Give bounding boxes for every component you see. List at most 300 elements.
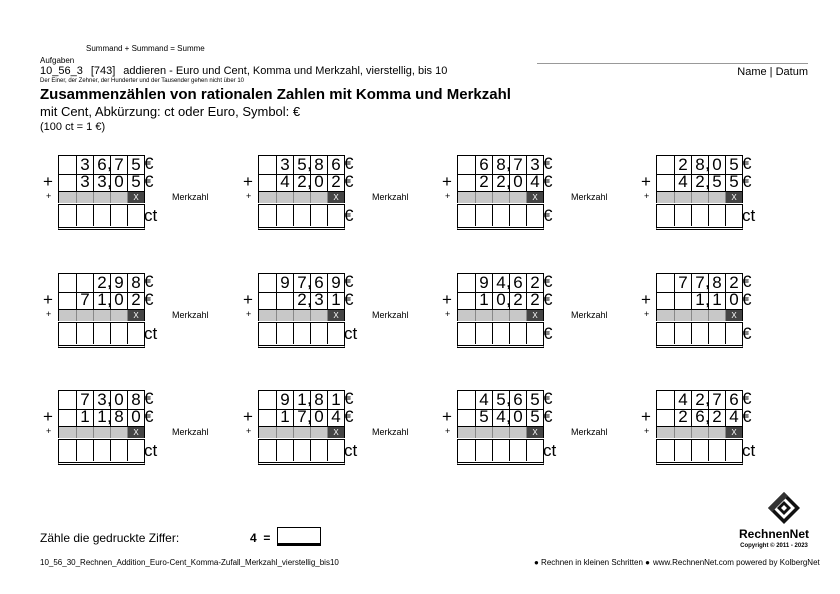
carry-plus-sign: + (644, 309, 650, 319)
result-unit: € (742, 324, 752, 343)
carry-cell[interactable] (691, 192, 708, 203)
digit-cell: 6 (327, 156, 344, 174)
digit-cell: 2 (475, 173, 492, 191)
digit-cell[interactable] (458, 205, 475, 226)
carry-cell[interactable] (458, 310, 475, 321)
plus-sign: + (641, 172, 651, 191)
digit-cell: 2 (691, 173, 708, 191)
result-row[interactable] (258, 439, 345, 465)
merkzahl-row[interactable] (656, 310, 743, 321)
merkzahl-label: Merkzahl (571, 427, 608, 437)
digit-cell[interactable] (76, 205, 93, 226)
digit-cell: 0 (310, 173, 327, 191)
digit-cell: 5 (708, 173, 725, 191)
digit-cell (458, 291, 475, 309)
comma-separator: , (307, 389, 312, 408)
digit-cell[interactable] (293, 205, 310, 226)
result-unit: ct (144, 324, 158, 343)
comma-separator: , (506, 407, 511, 426)
footer-site: www.RechnenNet.com powered by KolbergNet (653, 558, 820, 567)
result-unit: ct (344, 324, 358, 343)
result-unit: € (344, 206, 354, 225)
plus-sign: + (43, 407, 53, 426)
result-row[interactable] (457, 439, 544, 465)
digit-cell: 5 (725, 173, 742, 191)
digit-cell[interactable] (276, 323, 293, 344)
merkzahl-row[interactable] (457, 310, 544, 321)
digit-cell[interactable] (458, 440, 475, 461)
digit-cell[interactable] (93, 323, 110, 344)
page-title: Zusammenzählen von rationalen Zahlen mit Komma und Merkzahl (40, 86, 511, 103)
carry-cell[interactable] (657, 427, 674, 438)
digit-cell: 5 (492, 391, 509, 409)
summand-2-row (258, 291, 345, 310)
digit-cell: 1 (475, 291, 492, 309)
digit-cell (674, 291, 691, 309)
digit-cell[interactable] (492, 323, 509, 344)
digit-cell[interactable] (327, 323, 344, 344)
digit-cell[interactable] (327, 440, 344, 461)
digit-cell: 5 (475, 408, 492, 426)
digit-cell[interactable] (725, 323, 742, 344)
digit-cell: 6 (509, 391, 526, 409)
digit-cell[interactable] (259, 323, 276, 344)
problem-block (40, 389, 209, 470)
digit-cell[interactable] (725, 205, 742, 226)
problem-block (439, 154, 608, 235)
carry-cell[interactable] (76, 192, 93, 203)
digit-cell: 1 (76, 408, 93, 426)
digit-cell[interactable] (127, 323, 144, 344)
carry-cell[interactable] (691, 427, 708, 438)
merkzahl-row[interactable] (258, 310, 345, 321)
digit-cell: 6 (509, 274, 526, 292)
euro-symbol: € (144, 389, 154, 408)
digit-cell (259, 156, 276, 174)
digit-cell[interactable] (526, 440, 543, 461)
digit-cell[interactable] (492, 205, 509, 226)
carry-cell[interactable] (509, 192, 526, 203)
comma-separator: , (307, 407, 312, 426)
digit-cell[interactable] (691, 440, 708, 461)
carry-cell[interactable] (708, 427, 725, 438)
digit-cell[interactable] (127, 205, 144, 226)
result-unit: ct (742, 206, 756, 225)
digit-cell: 8 (310, 391, 327, 409)
carry-cell[interactable] (509, 310, 526, 321)
digit-cell (657, 408, 674, 426)
carry-cell[interactable] (276, 310, 293, 321)
euro-symbol: € (543, 172, 553, 191)
summand-2-row (656, 173, 743, 192)
formula-label: Summand + Summand = Summe (86, 44, 205, 53)
digit-cell[interactable] (492, 440, 509, 461)
x-mark-cell: X (127, 192, 144, 203)
digit-cell: 2 (691, 391, 708, 409)
digit-cell (259, 274, 276, 292)
digit-cell: 2 (293, 173, 310, 191)
x-mark-cell: X (327, 427, 344, 438)
euro-symbol: € (344, 290, 354, 309)
result-unit: ct (344, 441, 358, 460)
digit-cell[interactable] (674, 205, 691, 226)
digit-cell[interactable] (725, 440, 742, 461)
digit-cell: 7 (293, 408, 310, 426)
digit-cell[interactable] (59, 205, 76, 226)
digit-cell: 1 (327, 291, 344, 309)
digit-cell[interactable] (708, 440, 725, 461)
digit-cell: 7 (76, 391, 93, 409)
summand-2-row (656, 291, 743, 310)
digit-cell[interactable] (76, 323, 93, 344)
digit-cell[interactable] (509, 323, 526, 344)
merkzahl-label: Merkzahl (172, 192, 209, 202)
digit-cell[interactable] (110, 323, 127, 344)
digit-cell: 8 (691, 156, 708, 174)
merkzahl-row[interactable] (457, 192, 544, 203)
carry-cell[interactable] (76, 310, 93, 321)
carry-cell[interactable] (310, 192, 327, 203)
name-date-line (537, 63, 808, 64)
digit-cell (259, 391, 276, 409)
carry-cell[interactable] (76, 427, 93, 438)
digit-cell: 6 (725, 391, 742, 409)
problem-block (638, 390, 768, 470)
digit-cell[interactable] (93, 205, 110, 226)
digit-cell: 2 (327, 173, 344, 191)
carry-cell[interactable] (293, 192, 310, 203)
euro-symbol: € (742, 389, 752, 408)
digit-cell[interactable] (276, 205, 293, 226)
digit-cell: 2 (509, 291, 526, 309)
digit-cell[interactable] (691, 323, 708, 344)
x-mark-cell: X (725, 192, 742, 203)
digit-cell[interactable] (76, 440, 93, 461)
carry-cell[interactable] (276, 192, 293, 203)
digit-cell[interactable] (708, 323, 725, 344)
euro-symbol: € (742, 290, 752, 309)
digit-cell[interactable] (691, 205, 708, 226)
merkzahl-label: Merkzahl (571, 192, 608, 202)
digit-cell: 2 (674, 408, 691, 426)
carry-cell[interactable] (475, 310, 492, 321)
result-row[interactable] (58, 322, 145, 348)
digit-cell[interactable] (674, 323, 691, 344)
digit-cell (657, 156, 674, 174)
comma-separator: , (705, 290, 710, 309)
plus-sign: + (43, 290, 53, 309)
carry-plus-sign: + (644, 426, 650, 436)
digit-cell[interactable] (259, 205, 276, 226)
comma-separator: , (506, 290, 511, 309)
carry-cell[interactable] (657, 192, 674, 203)
problem-block (240, 154, 409, 235)
digit-cell: 7 (509, 156, 526, 174)
digit-cell: 4 (674, 173, 691, 191)
carry-cell[interactable] (708, 310, 725, 321)
result-row[interactable] (58, 439, 145, 465)
digit-cell: 1 (293, 391, 310, 409)
carry-cell[interactable] (310, 427, 327, 438)
digit-cell: 6 (93, 156, 110, 174)
footer-file-name: 10_56_30_Rechnen_Addition_Euro-Cent_Komma-Zufall_Merkzahl_vierstellig_bis10 (40, 558, 339, 567)
euro-symbol: € (543, 389, 553, 408)
digit-cell: 0 (110, 173, 127, 191)
euro-symbol: € (344, 407, 354, 426)
euro-symbol: € (144, 272, 154, 291)
digit-cell[interactable] (259, 440, 276, 461)
digit-cell[interactable] (110, 205, 127, 226)
euro-symbol: € (144, 407, 154, 426)
result-row[interactable] (656, 204, 743, 230)
merkzahl-label: Merkzahl (571, 310, 608, 320)
digit-cell (458, 173, 475, 191)
comma-separator: , (705, 272, 710, 291)
digit-cell[interactable] (276, 440, 293, 461)
merkzahl-row[interactable] (457, 427, 544, 438)
carry-cell[interactable] (657, 310, 674, 321)
digit-cell (657, 291, 674, 309)
digit-cell: 0 (110, 291, 127, 309)
carry-cell[interactable] (259, 192, 276, 203)
digit-cell (657, 274, 674, 292)
digit-cell[interactable] (475, 323, 492, 344)
digit-cell: 3 (76, 173, 93, 191)
digit-cell[interactable] (458, 323, 475, 344)
digit-cell[interactable] (526, 205, 543, 226)
digit-cell[interactable] (657, 440, 674, 461)
summand-2-row (457, 291, 544, 310)
digit-cell: 5 (526, 391, 543, 409)
merkzahl-row[interactable] (58, 192, 145, 203)
carry-cell[interactable] (458, 427, 475, 438)
merkzahl-row[interactable] (258, 427, 345, 438)
comma-separator: , (705, 407, 710, 426)
carry-cell[interactable] (674, 310, 691, 321)
digit-cell: 9 (276, 274, 293, 292)
digit-cell[interactable] (509, 440, 526, 461)
carry-cell[interactable] (458, 192, 475, 203)
carry-cell[interactable] (59, 427, 76, 438)
carry-cell[interactable] (293, 427, 310, 438)
digit-cell: 2 (526, 291, 543, 309)
comma-separator: , (705, 172, 710, 191)
carry-cell[interactable] (310, 310, 327, 321)
merkzahl-row[interactable] (58, 427, 145, 438)
digit-cell: 6 (691, 408, 708, 426)
plus-sign: + (641, 407, 651, 426)
worksheet-description: addieren - Euro und Cent, Komma und Merkzahl, vierstellig, bis 10 (123, 65, 448, 77)
result-row[interactable] (258, 204, 345, 230)
digit-cell[interactable] (293, 323, 310, 344)
plus-sign: + (243, 290, 253, 309)
footer-slogan: ● Rechnen in kleinen Schritten ● (534, 558, 650, 567)
logo-copyright: Copyright © 2011 - 2023 (740, 543, 808, 549)
result-row[interactable] (258, 322, 345, 348)
digit-cell: 2 (492, 173, 509, 191)
digit-cell (259, 173, 276, 191)
merkzahl-row[interactable] (656, 427, 743, 438)
summand-2-row (258, 173, 345, 192)
worksheet-code-line (40, 65, 447, 77)
comma-separator: , (107, 389, 112, 408)
count-label: Zähle die gedruckte Ziffer: (40, 531, 180, 545)
digit-cell: 0 (127, 408, 144, 426)
result-row[interactable] (457, 204, 544, 230)
carry-cell[interactable] (93, 427, 110, 438)
comma-separator: , (506, 154, 511, 173)
carry-plus-sign: + (644, 191, 650, 201)
euro-symbol: € (543, 154, 553, 173)
problem-block (40, 272, 209, 353)
comma-separator: , (107, 172, 112, 191)
comma-separator: , (506, 172, 511, 191)
digit-cell[interactable] (657, 205, 674, 226)
carry-cell[interactable] (475, 192, 492, 203)
carry-plus-sign: + (445, 191, 451, 201)
carry-cell[interactable] (110, 310, 127, 321)
digit-cell (59, 274, 76, 292)
digit-cell (259, 291, 276, 309)
digit-cell (458, 274, 475, 292)
digit-cell (657, 391, 674, 409)
carry-cell[interactable] (59, 310, 76, 321)
digit-cell: 7 (293, 274, 310, 292)
x-mark-cell: X (327, 310, 344, 321)
carry-plus-sign: + (246, 309, 252, 319)
comma-separator: , (107, 154, 112, 173)
digit-cell[interactable] (310, 440, 327, 461)
digit-cell[interactable] (526, 323, 543, 344)
carry-cell[interactable] (509, 427, 526, 438)
result-unit: ct (144, 206, 158, 225)
digit-cell[interactable] (674, 440, 691, 461)
plus-sign: + (442, 290, 452, 309)
carry-cell[interactable] (492, 192, 509, 203)
page-subtitle: mit Cent, Abkürzung: ct oder Euro, Symbol: € (40, 104, 301, 119)
digit-cell: 4 (475, 391, 492, 409)
digit-cell[interactable] (327, 205, 344, 226)
digit-cell (458, 391, 475, 409)
comma-separator: , (107, 290, 112, 309)
carry-cell[interactable] (475, 427, 492, 438)
digit-cell[interactable] (475, 440, 492, 461)
digit-cell[interactable] (59, 440, 76, 461)
result-row[interactable] (457, 322, 544, 348)
digit-cell (59, 291, 76, 309)
carry-cell[interactable] (59, 192, 76, 203)
problem-block (638, 273, 768, 353)
digit-cell: 1 (276, 408, 293, 426)
result-unit: ct (543, 441, 557, 460)
digit-cell (276, 291, 293, 309)
digit-cell: 4 (526, 173, 543, 191)
digit-cell: 2 (725, 274, 742, 292)
merkzahl-row[interactable] (58, 310, 145, 321)
digit-cell[interactable] (475, 205, 492, 226)
carry-cell[interactable] (492, 310, 509, 321)
carry-cell[interactable] (276, 427, 293, 438)
comma-separator: , (307, 154, 312, 173)
x-mark-cell: X (526, 310, 543, 321)
digit-cell[interactable] (127, 440, 144, 461)
digit-cell: 5 (293, 156, 310, 174)
digit-cell[interactable] (708, 205, 725, 226)
digit-cell[interactable] (509, 205, 526, 226)
merkzahl-label: Merkzahl (172, 310, 209, 320)
merkzahl-row[interactable] (258, 192, 345, 203)
euro-symbol: € (344, 154, 354, 173)
carry-cell[interactable] (691, 310, 708, 321)
carry-cell[interactable] (110, 192, 127, 203)
carry-cell[interactable] (259, 427, 276, 438)
digit-cell: 5 (127, 173, 144, 191)
digit-cell (458, 156, 475, 174)
carry-cell[interactable] (93, 310, 110, 321)
carry-cell[interactable] (674, 192, 691, 203)
result-unit: € (543, 324, 553, 343)
worksheet-number: [743] (90, 65, 116, 77)
worksheet-note: Der Einer, der Zehner, der Hunderter und der Tausender gehen nicht über 10 (40, 78, 245, 84)
result-unit: € (543, 206, 553, 225)
summand-2-row (58, 291, 145, 310)
problem-block (40, 154, 209, 235)
euro-symbol: € (344, 272, 354, 291)
digit-cell: 3 (76, 156, 93, 174)
carry-cell[interactable] (259, 310, 276, 321)
carry-cell[interactable] (492, 427, 509, 438)
digit-cell: 9 (327, 274, 344, 292)
digit-cell: 8 (310, 156, 327, 174)
comma-separator: , (506, 389, 511, 408)
carry-cell[interactable] (93, 192, 110, 203)
problem-block (240, 272, 409, 353)
comma-separator: , (506, 272, 511, 291)
digit-cell: 1 (691, 291, 708, 309)
carry-plus-sign: + (246, 191, 252, 201)
digit-cell: 8 (127, 274, 144, 292)
carry-cell[interactable] (708, 192, 725, 203)
digit-cell[interactable] (110, 440, 127, 461)
digit-cell: 2 (526, 274, 543, 292)
digit-cell: 0 (725, 291, 742, 309)
carry-cell[interactable] (110, 427, 127, 438)
digit-cell: 7 (674, 274, 691, 292)
euro-symbol: € (543, 290, 553, 309)
result-row[interactable] (656, 439, 743, 465)
merkzahl-row[interactable] (656, 192, 743, 203)
digit-cell[interactable] (310, 205, 327, 226)
digit-cell: 2 (93, 274, 110, 292)
digit-cell[interactable] (657, 323, 674, 344)
digit-cell: 8 (708, 274, 725, 292)
result-row[interactable] (656, 322, 743, 348)
comma-separator: , (705, 154, 710, 173)
result-row[interactable] (58, 204, 145, 230)
digit-cell: 7 (691, 274, 708, 292)
digit-cell (657, 173, 674, 191)
carry-cell[interactable] (293, 310, 310, 321)
digit-cell[interactable] (59, 323, 76, 344)
count-answer-box[interactable] (277, 527, 321, 546)
digit-cell[interactable] (93, 440, 110, 461)
digit-cell[interactable] (293, 440, 310, 461)
carry-cell[interactable] (674, 427, 691, 438)
comma-separator: , (307, 172, 312, 191)
digit-cell: 0 (110, 391, 127, 409)
x-mark-cell: X (327, 192, 344, 203)
digit-cell[interactable] (310, 323, 327, 344)
